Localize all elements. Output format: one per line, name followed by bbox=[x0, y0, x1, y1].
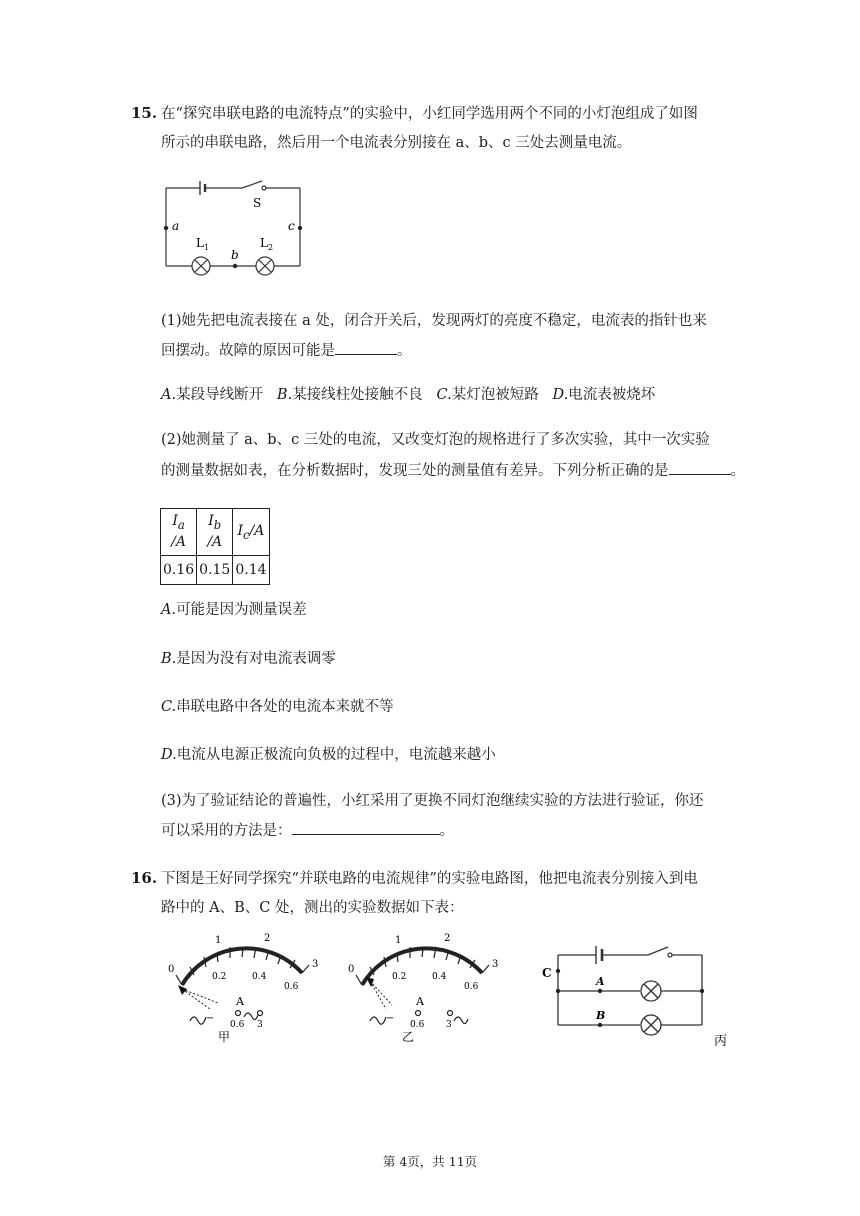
point-a-label: a bbox=[172, 219, 180, 233]
q16-intro-line-2: 路中的 A、B、C 处，测出的实验数据如下表： bbox=[161, 900, 464, 916]
page-footer: 第 4页，共 11页 bbox=[382, 1154, 478, 1169]
jia-unit-a: A bbox=[236, 995, 244, 1008]
q15-part2-line-1: (2)她测量了 a、b、c 三处的电流，又改变灯泡的规格进行了多次实验，其中一次实验 bbox=[161, 432, 710, 448]
jia-zero-label: 0 bbox=[168, 964, 175, 975]
q15-part1-line-2 bbox=[161, 340, 412, 361]
jia-terminal-3: 3 bbox=[257, 1020, 263, 1030]
yi-top-1: 1 bbox=[395, 935, 402, 946]
answer-blank-2[interactable] bbox=[669, 460, 731, 475]
q15-part1-line-1: (1)她先把电流表接在 a 处，闭合开关后，发现两灯的亮度不稳定，电流表的指针也来 bbox=[161, 313, 707, 329]
q15-part2-period: 。 bbox=[730, 463, 745, 479]
jia-top-2: 2 bbox=[264, 933, 271, 944]
parallel-circuit-figure bbox=[540, 935, 740, 1051]
answer-blank-1[interactable] bbox=[335, 340, 397, 355]
question-16-number: 16. bbox=[131, 869, 158, 887]
q15-part2-text: 的测量数据如表，在分析数据时，发现三处的测量值有差异。下列分析正确的是 bbox=[161, 463, 669, 479]
point-c-label: c bbox=[288, 219, 295, 233]
table-row bbox=[161, 556, 270, 585]
yi-bottom-04: 0.4 bbox=[432, 972, 447, 982]
q15-part2-line-2 bbox=[161, 460, 745, 481]
yi-unit-a: A bbox=[416, 995, 424, 1008]
table-header-ia: $I_a$ /A bbox=[161, 509, 197, 556]
q15-part2-option-b[interactable]: B.是因为没有对电流表调零 bbox=[161, 651, 336, 667]
q15-intro-line-2: 所示的串联电路，然后用一个电流表分别接在 a、b、c 三处去测量电流。 bbox=[161, 135, 632, 151]
option-d-letter: D. bbox=[552, 387, 569, 403]
yi-minus-terminal: − bbox=[386, 1013, 395, 1024]
option-d-text[interactable]: 电流表被烧坏 bbox=[568, 387, 656, 403]
q15-part1-period: 。 bbox=[397, 343, 412, 359]
q15-part1-options bbox=[161, 385, 655, 405]
switch-label-s: S bbox=[253, 196, 262, 210]
table-cell-ic: 0.14 bbox=[233, 556, 269, 585]
caption-yi: 乙 bbox=[402, 1030, 415, 1044]
ammeter-figure-yi bbox=[340, 925, 510, 1045]
q15-part3-line-1: (3)为了验证结论的普遍性，小红采用了更换不同灯泡继续实验的方法进行验证，你还 bbox=[161, 793, 704, 809]
yi-top-2: 2 bbox=[444, 933, 451, 944]
circuit-label-a: A bbox=[596, 975, 605, 988]
table-cell-ib: 0.15 bbox=[197, 556, 233, 585]
circuit-label-c: C bbox=[542, 966, 552, 980]
option-c-letter: C. bbox=[436, 387, 452, 403]
yi-bottom-06: 0.6 bbox=[464, 982, 479, 992]
ammeter-figure-jia bbox=[160, 925, 330, 1045]
lamp-l1-subscript: 1 bbox=[204, 243, 210, 252]
q15-part3-line-2 bbox=[161, 820, 454, 841]
option-c-text[interactable]: 某灯泡被短路 bbox=[451, 387, 539, 403]
caption-bing: 丙 bbox=[714, 1034, 728, 1049]
lamp-l1-label: L bbox=[196, 236, 204, 250]
jia-bottom-06: 0.6 bbox=[284, 982, 299, 992]
q15-part2-option-d[interactable]: D.电流从电源正极流向负极的过程中，电流越来越小 bbox=[161, 747, 496, 763]
jia-top-1: 1 bbox=[215, 935, 222, 946]
q15-part2-option-a[interactable]: A.可能是因为测量误差 bbox=[161, 602, 307, 618]
table-header-ic: $I_c/A$ bbox=[233, 509, 269, 556]
yi-terminal-06: 0.6 bbox=[410, 1020, 425, 1030]
option-b-text[interactable]: 某接线柱处接触不良 bbox=[292, 387, 423, 403]
option-b-letter: B. bbox=[276, 387, 293, 403]
circuit-label-b: B bbox=[596, 1009, 606, 1022]
yi-max-3: 3 bbox=[492, 959, 499, 970]
yi-terminal-3: 3 bbox=[446, 1020, 452, 1030]
jia-terminal-06: 0.6 bbox=[230, 1020, 245, 1030]
option-a-letter: A. bbox=[161, 387, 177, 403]
jia-bottom-04: 0.4 bbox=[252, 972, 267, 982]
lamp-l2-subscript: 2 bbox=[268, 243, 274, 252]
current-data-table bbox=[160, 508, 270, 585]
option-a-text[interactable]: 某段导线断开 bbox=[176, 387, 264, 403]
jia-bottom-02: 0.2 bbox=[212, 972, 227, 982]
q16-intro-line-1: 下图是王好同学探究“并联电路的电流规律”的实验电路图，他把电流表分别接入到电 bbox=[161, 871, 698, 887]
table-cell-ia: 0.16 bbox=[161, 556, 197, 585]
series-circuit-figure bbox=[160, 176, 310, 276]
q15-intro-line-1: 在“探究串联电路的电流特点”的实验中，小红同学选用两个不同的小灯泡组成了如图 bbox=[161, 106, 698, 122]
jia-max-3: 3 bbox=[312, 959, 319, 970]
q15-part3-period: 。 bbox=[439, 823, 454, 839]
answer-blank-3[interactable] bbox=[292, 820, 440, 835]
question-15-number: 15. bbox=[131, 104, 158, 122]
q15-part1-text: 回摆动。故障的原因可能是 bbox=[161, 343, 335, 359]
yi-bottom-02: 0.2 bbox=[392, 972, 407, 982]
lamp-l2-label: L bbox=[260, 236, 268, 250]
caption-jia: 甲 bbox=[218, 1030, 231, 1044]
table-header-ib: $I_b$ /A bbox=[197, 509, 233, 556]
q15-part3-text: 可以采用的方法是： bbox=[161, 823, 292, 839]
jia-minus-terminal: − bbox=[206, 1013, 215, 1024]
point-b-label: b bbox=[231, 248, 239, 262]
q15-part2-option-c[interactable]: C.串联电路中各处的电流本来就不等 bbox=[161, 699, 394, 715]
yi-zero-label: 0 bbox=[348, 964, 355, 975]
table-header-row bbox=[161, 509, 270, 556]
